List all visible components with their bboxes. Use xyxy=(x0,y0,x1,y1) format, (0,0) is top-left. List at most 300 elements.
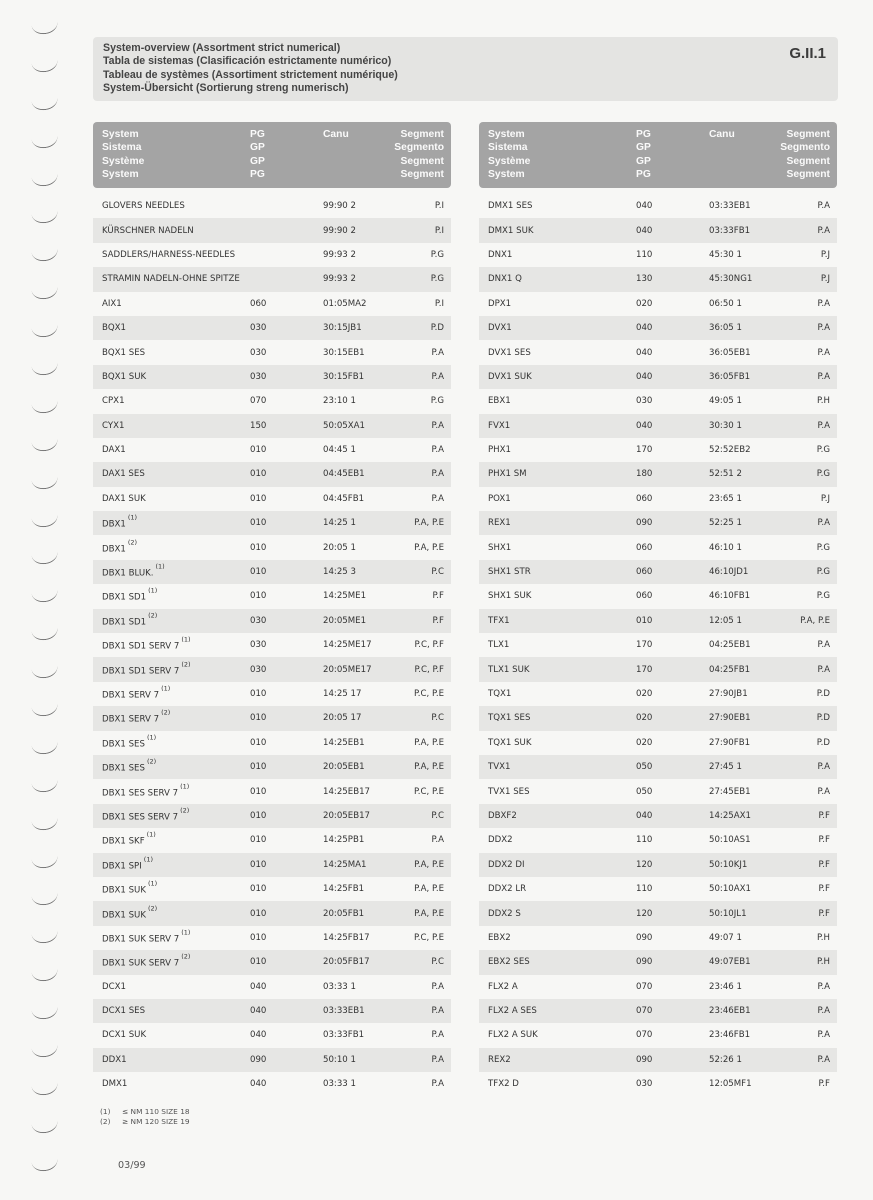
cell-segment: P.A xyxy=(431,420,444,431)
header-segment: Segment Segmento Segment Segment xyxy=(394,129,444,180)
table-row xyxy=(93,414,451,438)
footnote-ref: (1) xyxy=(148,587,158,596)
cell-segment: P.A xyxy=(817,201,830,212)
cell-pg: 110 xyxy=(636,884,653,895)
cell-segment: P.A xyxy=(817,981,830,992)
cell-system xyxy=(488,909,521,919)
cell-pg: 070 xyxy=(636,1006,653,1017)
cell-pg: 030 xyxy=(250,347,267,358)
cell-pg: 110 xyxy=(636,249,653,260)
cell-pg: 050 xyxy=(636,786,653,797)
cell-segment: P.C xyxy=(431,567,444,578)
cell-system xyxy=(102,421,124,431)
system-name: BQX1 SUK xyxy=(102,371,147,382)
footnote-ref: (2) xyxy=(147,904,158,913)
cell-segment: P.G xyxy=(816,567,830,578)
cell-system xyxy=(102,660,191,677)
table-header xyxy=(93,122,451,188)
title-french: Tableau de systèmes (Assortiment strictement numérique) xyxy=(103,68,398,81)
cell-canu: 20:05FB1 xyxy=(323,908,365,919)
cell-pg: 020 xyxy=(636,298,653,309)
page-code: G.II.1 xyxy=(789,45,826,62)
cell-canu: 27:90FB1 xyxy=(709,737,751,748)
cell-segment: P.A xyxy=(817,640,830,651)
system-name: REX2 xyxy=(488,1054,511,1065)
cell-pg: 040 xyxy=(636,347,653,358)
system-name: DBX1 SD1 xyxy=(102,617,147,628)
table-row xyxy=(93,584,451,608)
cell-segment: P.D xyxy=(816,689,830,699)
cell-system xyxy=(488,323,512,333)
cell-segment: P.J xyxy=(820,274,830,285)
binding-ring xyxy=(31,1005,58,1021)
cell-canu: 23:46 1 xyxy=(709,981,742,992)
cell-system xyxy=(488,982,518,992)
cell-system xyxy=(488,811,517,821)
table-row xyxy=(479,389,837,413)
cell-segment: P.H xyxy=(816,957,830,968)
cell-system xyxy=(102,226,194,236)
cell-pg: 010 xyxy=(250,493,267,504)
system-name: FLX2 A xyxy=(488,981,518,992)
cell-pg: 030 xyxy=(250,640,267,651)
cell-segment: P.F xyxy=(432,591,444,602)
cell-canu: 46:10JD1 xyxy=(709,567,749,578)
cell-system xyxy=(102,1055,127,1065)
cell-pg: 040 xyxy=(636,201,653,212)
table-row xyxy=(479,560,837,584)
cell-system xyxy=(488,201,532,211)
cell-system xyxy=(102,348,145,358)
cell-system xyxy=(102,372,146,382)
table-row xyxy=(93,877,451,901)
system-name: SADDLERS/HARNESS-NEEDLES xyxy=(102,249,236,260)
system-name: DBX1 SKF xyxy=(102,836,145,847)
table-row xyxy=(479,657,837,681)
cell-system xyxy=(488,835,513,845)
cell-canu: 20:05 17 xyxy=(323,713,362,724)
cell-canu: 52:52EB2 xyxy=(709,445,751,456)
cell-canu: 23:10 1 xyxy=(323,396,356,407)
system-name: DCX1 SUK xyxy=(102,1030,147,1041)
cell-pg: 170 xyxy=(636,640,653,651)
cell-pg: 010 xyxy=(250,713,267,724)
system-name: DVX1 SUK xyxy=(488,371,532,382)
cell-system xyxy=(102,904,158,920)
cell-pg: 010 xyxy=(250,445,267,456)
footnote-ref: (1) xyxy=(146,830,156,839)
cell-pg: 030 xyxy=(636,396,653,407)
system-name: TFX2 D xyxy=(488,1079,519,1090)
cell-system xyxy=(488,1055,511,1065)
table-row xyxy=(479,292,837,316)
cell-system xyxy=(488,713,530,723)
cell-system xyxy=(488,445,511,455)
cell-system xyxy=(102,684,171,701)
system-name: BQX1 SES xyxy=(102,347,146,358)
cell-segment: P.A xyxy=(817,1030,830,1041)
cell-pg: 010 xyxy=(250,469,267,480)
cell-pg: 020 xyxy=(636,689,653,699)
cell-system xyxy=(102,879,158,896)
cell-canu: 27:45EB1 xyxy=(709,786,751,797)
cell-canu: 20:05EB17 xyxy=(323,810,371,821)
cell-canu: 14:25PB1 xyxy=(323,835,365,846)
cell-pg: 090 xyxy=(636,957,653,968)
cell-pg: 010 xyxy=(250,859,267,870)
cell-segment: P.H xyxy=(816,396,830,407)
binding-ring xyxy=(31,778,58,794)
title-spanish: Tabla de sistemas (Clasificación estrictamente numérico) xyxy=(103,55,392,68)
system-name: DBX1 SUK SERV 7 xyxy=(102,958,180,969)
table-row xyxy=(93,657,451,681)
system-name: REX1 xyxy=(488,518,511,529)
binding-ring xyxy=(31,702,58,718)
table-row xyxy=(93,462,451,486)
table-row xyxy=(93,340,451,364)
cell-segment: P.G xyxy=(430,274,444,285)
cell-pg: 110 xyxy=(636,835,653,846)
cell-canu: 12:05MF1 xyxy=(709,1079,752,1090)
footnotes xyxy=(100,1107,190,1127)
cell-canu: 45:30 1 xyxy=(709,249,742,260)
table-row xyxy=(479,535,837,559)
cell-pg: 030 xyxy=(250,323,267,334)
table-row xyxy=(479,901,837,925)
cell-segment: P.A xyxy=(817,420,830,431)
system-name: PHX1 xyxy=(488,445,511,456)
cell-pg: 010 xyxy=(250,518,267,529)
cell-system xyxy=(102,494,146,504)
table-row xyxy=(479,828,837,852)
system-name: STRAMIN NADELN-OHNE SPITZE xyxy=(102,274,240,285)
cell-canu: 14:25FB17 xyxy=(323,932,370,943)
table-row xyxy=(93,316,451,340)
table-row xyxy=(479,731,837,755)
cell-segment: P.G xyxy=(430,396,444,407)
cell-segment: P.A xyxy=(817,1054,830,1065)
cell-system xyxy=(488,689,511,699)
cell-canu: 04:45FB1 xyxy=(323,493,365,504)
header-canu: Canu xyxy=(323,129,349,140)
cell-segment: P.D xyxy=(430,323,444,334)
cell-pg: 010 xyxy=(250,567,267,578)
system-name: TQX1 xyxy=(488,689,512,699)
system-name: DBX1 SERV 7 xyxy=(102,690,160,701)
cell-segment: P.D xyxy=(816,737,830,748)
cell-system xyxy=(102,323,126,333)
binding-ring xyxy=(31,248,58,264)
cell-system xyxy=(102,469,145,479)
cell-system xyxy=(488,1006,537,1016)
system-name: TLX1 SUK xyxy=(488,664,530,675)
cell-pg: 040 xyxy=(636,225,653,236)
cell-segment: P.A xyxy=(431,835,444,846)
cell-system xyxy=(488,518,511,528)
cell-system xyxy=(488,372,532,382)
table-row xyxy=(93,267,451,291)
cell-segment: P.G xyxy=(816,469,830,480)
right-rows xyxy=(479,194,837,1096)
cell-system xyxy=(102,1030,146,1040)
system-name: DBX1 SERV 7 xyxy=(102,714,160,725)
cell-system xyxy=(102,538,138,555)
footnote-ref: (2) xyxy=(127,538,138,547)
cell-canu: 14:25ME1 xyxy=(323,591,367,602)
cell-pg: 040 xyxy=(250,981,267,992)
system-name: DNX1 Q xyxy=(488,274,522,285)
table-row xyxy=(479,365,837,389)
cell-segment: P.C, P.E xyxy=(413,786,444,797)
cell-canu: 50:10KJ1 xyxy=(709,859,748,870)
cell-pg: 010 xyxy=(250,957,267,968)
cell-system xyxy=(102,445,126,455)
cell-canu: 14:25 3 xyxy=(323,567,356,578)
table-row xyxy=(93,1072,451,1096)
system-name: GLOVERS NEEDLES xyxy=(102,201,185,212)
system-name: DBX1 SD1 SERV 7 xyxy=(102,641,180,652)
footnote-ref: (1) xyxy=(146,733,157,742)
cell-canu: 03:33FB1 xyxy=(709,225,751,236)
system-name: DBX1 xyxy=(102,519,126,530)
system-name: CYX1 xyxy=(102,420,125,431)
cell-pg: 010 xyxy=(250,884,267,895)
cell-system xyxy=(488,421,510,431)
cell-pg: 060 xyxy=(250,298,267,309)
cell-canu: 30:30 1 xyxy=(709,420,742,431)
page-date: 03/99 xyxy=(118,1160,146,1171)
cell-segment: P.A xyxy=(431,445,444,456)
cell-canu: 27:45 1 xyxy=(709,762,742,773)
binding-ring xyxy=(31,968,58,984)
table-row xyxy=(93,975,451,999)
table-row xyxy=(479,267,837,291)
binding-ring xyxy=(31,361,58,377)
cell-system xyxy=(102,782,190,798)
table-row xyxy=(93,438,451,462)
cell-system xyxy=(488,250,512,260)
cell-system xyxy=(488,226,534,236)
header-pg: PG GP GP PG xyxy=(250,129,265,180)
cell-segment: P.A xyxy=(431,1006,444,1017)
cell-canu: 03:33 1 xyxy=(323,981,356,992)
cell-pg: 090 xyxy=(636,932,653,943)
cell-system xyxy=(102,1006,145,1016)
cell-segment: P.A xyxy=(817,1006,830,1017)
title-box xyxy=(93,37,838,101)
system-name: POX1 xyxy=(488,493,511,504)
cell-pg: 040 xyxy=(250,1030,267,1041)
binding-ring xyxy=(31,210,58,226)
table-row xyxy=(479,487,837,511)
cell-canu: 36:05 1 xyxy=(709,323,742,334)
table-row xyxy=(479,218,837,242)
binding-ring xyxy=(31,740,58,756)
binding-ring xyxy=(31,551,58,567)
binding-ring xyxy=(31,285,58,301)
binding-ring xyxy=(31,1157,58,1173)
left-table xyxy=(93,122,451,1096)
cell-system xyxy=(488,860,524,870)
table-header xyxy=(479,122,837,188)
cell-canu: 03:33EB1 xyxy=(323,1006,365,1017)
cell-pg: 040 xyxy=(636,810,653,821)
cell-segment: P.A, P.E xyxy=(800,615,830,626)
cell-segment: P.A, P.E xyxy=(414,859,444,870)
binding-ring xyxy=(31,816,58,832)
cell-pg: 180 xyxy=(636,469,653,480)
cell-system xyxy=(488,957,530,967)
system-name: DCX1 xyxy=(102,981,126,992)
system-name: SHX1 xyxy=(488,542,512,553)
binding-ring xyxy=(31,589,58,605)
table-row xyxy=(479,804,837,828)
cell-canu: 03:33 1 xyxy=(323,1079,356,1090)
table-row xyxy=(93,389,451,413)
table-row xyxy=(93,999,451,1023)
table-row xyxy=(479,633,837,657)
cell-system xyxy=(488,396,511,406)
footnote-ref: (1) xyxy=(180,782,190,791)
system-name: FLX2 A SES xyxy=(488,1006,537,1017)
cell-system xyxy=(102,635,191,652)
cell-segment: P.A xyxy=(817,371,830,382)
footnote-ref: (1) xyxy=(181,635,191,644)
left-rows xyxy=(93,194,451,1096)
header-system: System Sistema Système System xyxy=(102,129,145,180)
cell-system xyxy=(102,733,157,750)
cell-canu: 50:10AX1 xyxy=(709,884,751,895)
cell-segment: P.A xyxy=(431,1054,444,1065)
cell-pg: 010 xyxy=(250,786,267,797)
cell-canu: 52:25 1 xyxy=(709,518,742,529)
cell-canu: 36:05FB1 xyxy=(709,371,751,382)
table-row xyxy=(479,1023,837,1047)
cell-segment: P.A xyxy=(817,518,830,529)
cell-segment: P.G xyxy=(816,542,830,553)
cell-segment: P.F xyxy=(818,884,830,895)
cell-canu: 99:90 2 xyxy=(323,225,356,236)
cell-pg: 030 xyxy=(250,371,267,382)
binding-ring xyxy=(31,323,58,339)
system-name: DPX1 xyxy=(488,298,512,309)
binding-ring xyxy=(31,626,58,642)
cell-pg: 150 xyxy=(250,420,267,431)
cell-system xyxy=(488,1079,519,1089)
cell-system xyxy=(102,396,125,406)
table-row xyxy=(479,243,837,267)
cell-segment: P.A xyxy=(431,981,444,992)
system-name: DDX2 xyxy=(488,835,513,846)
footnote-ref: (2) xyxy=(181,952,191,961)
table-row xyxy=(479,975,837,999)
cell-system xyxy=(488,665,530,675)
cell-pg: 050 xyxy=(636,762,653,773)
system-name: DBX1 xyxy=(102,544,126,555)
table-row xyxy=(93,1023,451,1047)
cell-system xyxy=(102,855,153,872)
cell-segment: P.H xyxy=(816,932,830,943)
system-name: TQX1 SUK xyxy=(488,737,532,748)
footnote-ref: (1) xyxy=(181,928,191,937)
cell-pg: 070 xyxy=(636,981,653,992)
system-name: TVX1 xyxy=(488,762,511,773)
cell-pg: 070 xyxy=(250,396,267,407)
binding-ring xyxy=(31,58,58,74)
cell-system xyxy=(102,611,158,628)
cell-segment: P.A xyxy=(817,323,830,334)
system-name: DMX1 SUK xyxy=(488,225,534,236)
cell-pg: 170 xyxy=(636,445,653,456)
cell-pg: 040 xyxy=(636,323,653,334)
table-row xyxy=(479,340,837,364)
cell-canu: 20:05ME1 xyxy=(323,615,367,626)
system-name: SHX1 SUK xyxy=(488,591,532,602)
cell-system xyxy=(102,562,165,579)
table-row xyxy=(479,706,837,730)
cell-pg: 010 xyxy=(250,689,267,699)
system-name: DBX1 SES SERV 7 xyxy=(102,787,179,798)
cell-pg: 040 xyxy=(636,420,653,431)
system-name: DBX1 SD1 xyxy=(102,592,147,603)
system-name: DBX1 SUK SERV 7 xyxy=(102,934,180,945)
cell-segment: P.F xyxy=(432,615,444,626)
table-row xyxy=(479,438,837,462)
cell-system xyxy=(488,348,531,358)
footnote-ref: (1) xyxy=(147,879,158,888)
table-row xyxy=(479,853,837,877)
table-row xyxy=(93,1048,451,1072)
system-name: DBXF2 xyxy=(488,810,517,821)
cell-canu: 23:46FB1 xyxy=(709,1030,751,1041)
system-name: DBX1 SD1 SERV 7 xyxy=(102,666,180,677)
table-row xyxy=(93,901,451,925)
cell-segment: P.A, P.E xyxy=(414,884,444,895)
binding-ring xyxy=(31,664,58,680)
footnote: (2) ≥ NM 120 SIZE 19 xyxy=(100,1117,190,1126)
table-row xyxy=(93,779,451,803)
cell-pg: 120 xyxy=(636,908,653,919)
cell-pg: 070 xyxy=(636,1030,653,1041)
table-row xyxy=(479,609,837,633)
cell-system xyxy=(102,201,185,211)
cell-system xyxy=(102,587,158,603)
system-name: DDX1 xyxy=(102,1054,127,1065)
system-name: FVX1 xyxy=(488,420,511,431)
cell-pg: 170 xyxy=(636,664,653,675)
cell-system xyxy=(488,469,527,479)
cell-canu: 01:05MA2 xyxy=(323,298,367,309)
system-name: DDX2 LR xyxy=(488,884,527,895)
cell-canu: 06:50 1 xyxy=(709,298,742,309)
cell-canu: 27:90EB1 xyxy=(709,713,751,724)
table-row xyxy=(479,682,837,706)
spiral-binding xyxy=(32,22,66,1197)
cell-pg: 030 xyxy=(636,1079,653,1090)
system-name: DDX2 DI xyxy=(488,859,525,870)
cell-pg: 090 xyxy=(636,1054,653,1065)
cell-segment: P.A xyxy=(817,786,830,797)
cell-segment: P.G xyxy=(430,249,444,260)
cell-canu: 50:10AS1 xyxy=(709,835,751,846)
system-name: DCX1 SES xyxy=(102,1006,146,1017)
cell-segment: P.A xyxy=(817,664,830,675)
cell-segment: P.A xyxy=(817,225,830,236)
cell-canu: 14:25 1 xyxy=(323,518,356,529)
table-row xyxy=(93,243,451,267)
cell-canu: 04:45 1 xyxy=(323,445,356,456)
cell-pg: 010 xyxy=(250,737,267,748)
